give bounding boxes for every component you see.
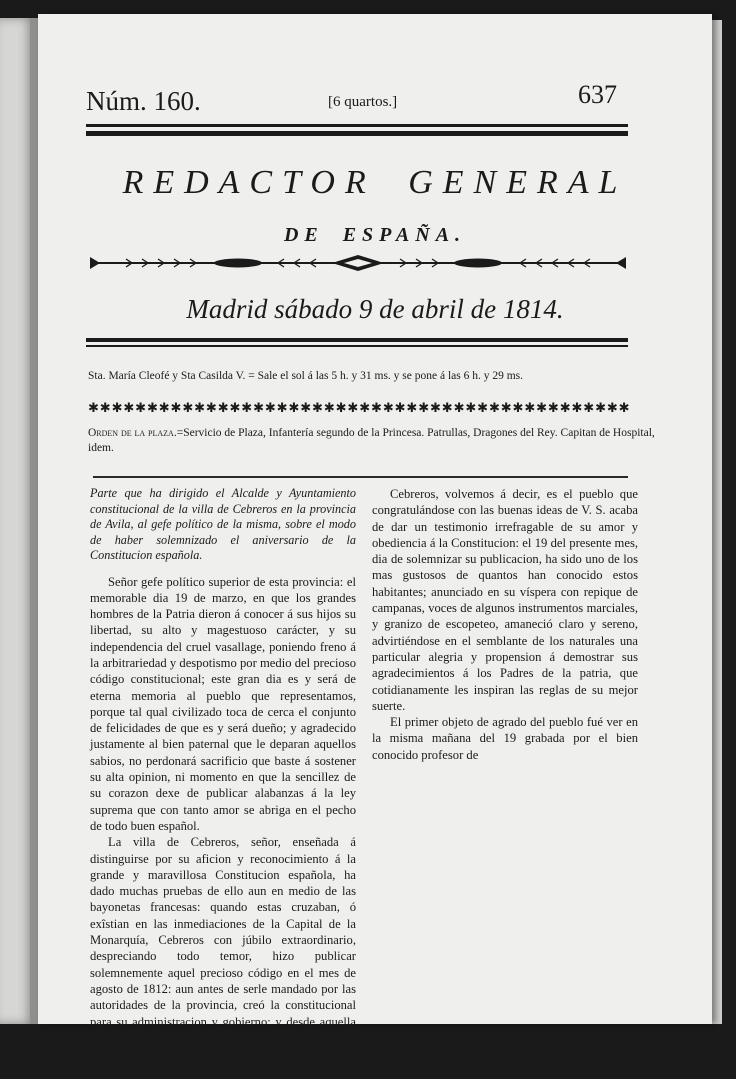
left-page-edge: [0, 18, 34, 1024]
header-rule-top: [86, 124, 628, 127]
saints-almanac-line: Sta. María Cleofé y Sta Casilda V. = Sale el sol á las 5 h. y 31 ms. y se pone á las 6 h. y 29 ms.: [88, 370, 524, 382]
newspaper-page: [38, 14, 712, 1078]
issue-price: [6 quartos.]: [328, 94, 398, 110]
column-top-rule: [93, 476, 628, 478]
dateline: Madrid sábado 9 de abril de 1814.: [186, 294, 564, 324]
masthead-subtitle: DE ESPAÑA.: [283, 224, 467, 246]
masthead-title: REDACTOR GENERAL: [122, 164, 628, 201]
article-paragraph-3: Cebreros, volvemos á decir, es el pueblo que congratulándose con las buenas ideas de V. S. acaba de dar un testimonio irrefragable de su amor y obediencia á la Constitucion: el 19 del presente mes, dia de solemnizar su publicacion, ha sido uno de los mas gustosos de quantos han conocido estos habitantes; anunciado en su víspera con repique de campanas, voces de algunos instrumentos marciales, y granizo de escopeteo, amaneció claro y sereno, advirtiéndose en el semblante de los naturales una particular alegria y propension á demostrar sus agradecimientos á los Padres de la patria, que cotidianamente les inspiran las reglas de su mejor suerte.: [372, 487, 638, 713]
ornamental-divider: [86, 252, 630, 274]
page-number: 637: [578, 80, 617, 109]
issue-number: Núm. 160.: [86, 86, 201, 116]
article-paragraph-2: La villa de Cebreros, señor, enseñada á distinguirse por su aficion y reconocimiento á la grande y maravillosa Constitucion española, ha dado muchas pruebas de ello aun en medio de las bayonetas francesas: quando estas cruzaban, ó exîstian en las inmediaciones de la Capital de la Monarquía, Cebreros con júbilo extraordinario, despreciando todo temor, hizo publicar solemnemente aquel precioso código en el mes de agosto de 1812: aun antes de serle mandado por las autoridades de la provincia, creó la constitucional para su administracion y gobierno; y desde aquella época siempre obró aun entre los enemigos, observando cautelosamente los preceptos de la ley que juró.: [90, 835, 356, 1078]
orden-text: =Servicio de Plaza, Infantería segundo de la Princesa. Patrullas, Dragones del Rey. Capitan de Hospital, idem.: [88, 427, 655, 454]
article-paragraph-1: Señor gefe político superior de esta provincia: el memorable dia 19 de marzo, en que los grandes hombres de la Patria dieron á conocer á sus hijos su libertad, su alto y magestuoso carácter, y su independencia del cruel vasallage, poniendo freno á la arbitrariedad y despotismo por medio del precioso código constitucional; este gran dia es y será de eterna memoria al pueblo que representamos, porque tal qual civilizado toca de cerca el conjunto de felicidades de que es y será dueño; y agradecido justamente al bien paternal que le deparan aquellos sabios, no perdonará sacrificio que baste á sostener su alta opinion, ni momento en que la sencillez de su corazon dexe de publicar alabanzas á la ley suprema que con tanto amor se abriga en el pecho de todo buen español.: [90, 574, 356, 833]
date-rule-bottom: [86, 345, 628, 347]
orden-de-la-plaza: [88, 426, 678, 456]
header-rule-bottom: [86, 131, 628, 136]
star-ornament-row: ✱✱✱✱✱✱✱✱✱✱✱✱✱✱✱✱✱✱✱✱✱✱✱✱✱✱✱✱✱✱✱✱✱✱✱✱✱✱✱✱✱✱✱✱✱✱: [88, 400, 631, 415]
issue-header: [38, 74, 712, 124]
book-gutter: [30, 18, 38, 1024]
date-rule-top: [86, 338, 628, 342]
article-paragraph-4: El primer objeto de agrado del pueblo fué ver en la misma mañana del 19 grabada por el bien conocido profesor de: [372, 715, 638, 762]
orden-label: Orden de la plaza.: [88, 427, 177, 439]
article-column-right: [372, 486, 638, 763]
right-page-edge: [712, 20, 722, 1024]
article-column-left: [90, 486, 356, 1078]
article-intro: Parte que ha dirigido el Alcalde y Ayuntamiento constitucional de la villa de Cebreros en la provincia de Avila, al gefe político de la misma, sobre el modo de haber solemnizado el aniversario de la Constitucion española.: [90, 486, 356, 562]
